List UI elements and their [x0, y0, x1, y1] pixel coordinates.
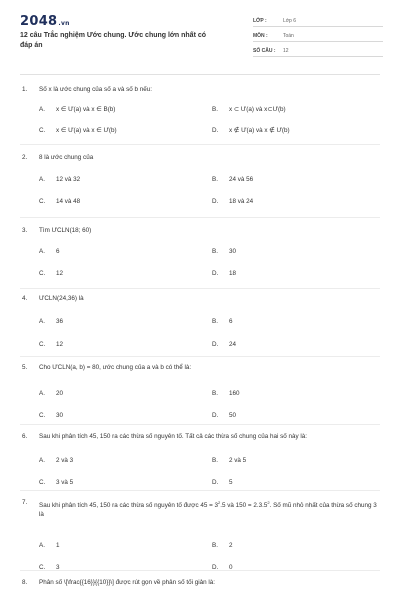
option-letter: C. [39, 564, 46, 572]
option-text: 50 [229, 412, 237, 419]
option-letter: C. [39, 479, 46, 486]
question-6 [22, 432, 380, 486]
option-b[interactable] [212, 318, 233, 325]
option-text: 36 [56, 318, 64, 325]
option-text: 1 [56, 542, 60, 550]
meta-row-count [253, 44, 383, 57]
option-text: 18 và 24 [229, 198, 254, 205]
option-b[interactable] [212, 106, 286, 113]
option-letter: A. [39, 542, 45, 550]
meta-row-class [253, 14, 383, 27]
option-text: 160 [229, 390, 240, 397]
option-a[interactable] [39, 457, 73, 464]
question-separator [20, 356, 380, 357]
option-text: 12 [56, 270, 64, 277]
meta-value: 12 [283, 48, 289, 54]
option-letter: B. [212, 542, 218, 550]
document-title: 12 câu Trắc nghiệm Ước chung. Ước chung lớn nhất có đáp án [20, 32, 207, 49]
option-letter: D. [212, 479, 219, 486]
question-number: 3. [22, 227, 28, 234]
option-text: 30 [56, 412, 64, 419]
question-text: Phân số \[\frac{{16}}{{10}}\] được rút gọn về phân số tối giản là: [39, 579, 216, 586]
option-c[interactable] [39, 127, 117, 134]
option-letter: B. [212, 457, 218, 464]
meta-row-subject [253, 29, 383, 42]
question-separator [20, 424, 380, 425]
question-stem [22, 498, 380, 519]
option-text: 12 [56, 341, 64, 348]
question-number: 6. [22, 433, 28, 440]
option-d[interactable] [212, 198, 253, 205]
option-text: x ∉ Ư(a) và x ∉ Ư(b) [229, 127, 290, 134]
question-number: 8. [22, 579, 28, 586]
text-part: Sau khi phân tích 45, 150 ra các thừa số nguyên tố được 45 = 3 [39, 502, 219, 510]
option-letter: A. [39, 457, 45, 464]
option-letter: A. [39, 106, 45, 113]
option-c[interactable] [39, 198, 80, 205]
text-part: . Số mũ nhỏ nhất của thừa số chung 3 là [39, 502, 377, 519]
option-text: 2 và 3 [56, 457, 74, 464]
meta-key: SỐ CÂU : [253, 48, 276, 54]
option-c[interactable] [39, 412, 63, 419]
question-8 [22, 578, 380, 587]
option-d[interactable] [212, 479, 233, 486]
option-letter: D. [212, 564, 219, 572]
question-text: Số x là ước chung của số a và số b nếu: [39, 86, 153, 93]
question-number: 7. [22, 499, 28, 506]
question-stem [22, 153, 380, 162]
option-letter: B. [212, 318, 218, 325]
option-b[interactable] [212, 457, 246, 464]
option-letter: B. [212, 248, 218, 255]
superscript: 2 [218, 500, 221, 505]
superscript: 2 [267, 500, 270, 505]
question-text: Tìm ƯCLN(18; 60) [39, 227, 92, 234]
option-text: x ∈ Ư(a) và x ∈ B(b) [56, 106, 116, 113]
meta-key: MÔN : [253, 33, 268, 39]
option-c[interactable] [39, 479, 73, 486]
question-stem [22, 294, 380, 303]
option-text: 3 và 5 [56, 479, 74, 486]
option-text: 20 [56, 390, 64, 397]
question-text: Cho ƯCLN(a, b) = 80, ước chung của a và b có thể là: [39, 364, 192, 371]
question-stem [22, 363, 380, 372]
logo-suffix: .vn [58, 20, 70, 27]
option-d[interactable] [212, 341, 236, 348]
question-number: 2. [22, 154, 28, 161]
option-a[interactable] [39, 542, 60, 549]
question-separator [20, 570, 380, 571]
question-text: Sau khi phân tích 45, 150 ra các thừa số nguyên tố. Tất cả các thừa số chung của hai số này là: [39, 433, 308, 440]
question-1 [22, 85, 380, 134]
option-d[interactable] [212, 270, 236, 277]
option-a[interactable] [39, 176, 80, 183]
option-letter: D. [212, 341, 219, 348]
meta-value: Lớp 6 [283, 18, 297, 24]
option-letter: A. [39, 390, 45, 397]
logo-main: 2048 [20, 14, 58, 29]
option-letter: C. [39, 341, 46, 348]
question-stem [22, 578, 380, 587]
option-text: 2 [229, 542, 233, 550]
option-letter: A. [39, 248, 45, 255]
option-text: 18 [229, 270, 237, 277]
question-4 [22, 294, 380, 348]
option-letter: D. [212, 270, 219, 277]
option-a[interactable] [39, 248, 60, 255]
option-text: 6 [229, 318, 233, 325]
site-logo[interactable] [20, 14, 70, 29]
option-text: x ∈ Ư(a) và x ∈ Ư(b) [56, 127, 117, 134]
option-letter: C. [39, 198, 46, 205]
option-text: 12 và 32 [56, 176, 81, 183]
question-stem [22, 85, 380, 94]
question-separator [20, 288, 380, 289]
meta-box [253, 14, 383, 59]
text-part: .5 và 150 = 2.3.5 [220, 502, 268, 510]
option-c[interactable] [39, 270, 63, 277]
question-7 [22, 498, 380, 572]
question-number: 1. [22, 86, 28, 93]
question-separator [20, 217, 380, 218]
option-letter: B. [212, 106, 218, 113]
option-letter: C. [39, 127, 46, 134]
question-separator [20, 490, 380, 491]
option-d[interactable] [212, 412, 236, 419]
question-text [39, 498, 380, 519]
option-b[interactable] [212, 176, 253, 183]
option-text: 2 và 5 [229, 457, 247, 464]
question-stem [22, 432, 380, 441]
option-c[interactable] [39, 341, 63, 348]
option-letter: B. [212, 390, 218, 397]
option-letter: C. [39, 270, 46, 277]
question-5 [22, 363, 380, 419]
option-text: x ⊂ Ư(a) và x⊂Ư(b) [229, 106, 286, 113]
option-text: 0 [229, 564, 233, 572]
meta-value: Toán [283, 33, 294, 39]
question-number: 5. [22, 364, 28, 371]
option-b[interactable] [212, 390, 240, 397]
option-text: 14 và 48 [56, 198, 81, 205]
option-text: 3 [56, 564, 60, 572]
question-2 [22, 153, 380, 205]
option-a[interactable] [39, 318, 63, 325]
header-divider [20, 74, 380, 75]
option-text: 30 [229, 248, 237, 255]
option-letter: A. [39, 176, 45, 183]
question-3 [22, 226, 380, 277]
question-text: 8 là ước chung của [39, 154, 94, 161]
question-text: ƯCLN(24,36) là [39, 295, 84, 302]
option-a[interactable] [39, 390, 63, 397]
question-separator [20, 144, 380, 145]
question-number: 4. [22, 295, 28, 302]
option-text: 24 và 56 [229, 176, 254, 183]
option-letter: D. [212, 412, 219, 419]
option-text: 5 [229, 479, 233, 486]
option-letter: B. [212, 176, 218, 183]
option-b[interactable] [212, 248, 236, 255]
option-letter: D. [212, 127, 219, 134]
option-a[interactable] [39, 106, 115, 113]
option-letter: C. [39, 412, 46, 419]
option-text: 24 [229, 341, 237, 348]
option-text: 6 [56, 248, 60, 255]
option-letter: D. [212, 198, 219, 205]
question-stem [22, 226, 380, 235]
meta-key: LỚP : [253, 18, 267, 24]
option-d[interactable] [212, 127, 290, 134]
option-letter: A. [39, 318, 45, 325]
option-b[interactable] [212, 542, 233, 549]
